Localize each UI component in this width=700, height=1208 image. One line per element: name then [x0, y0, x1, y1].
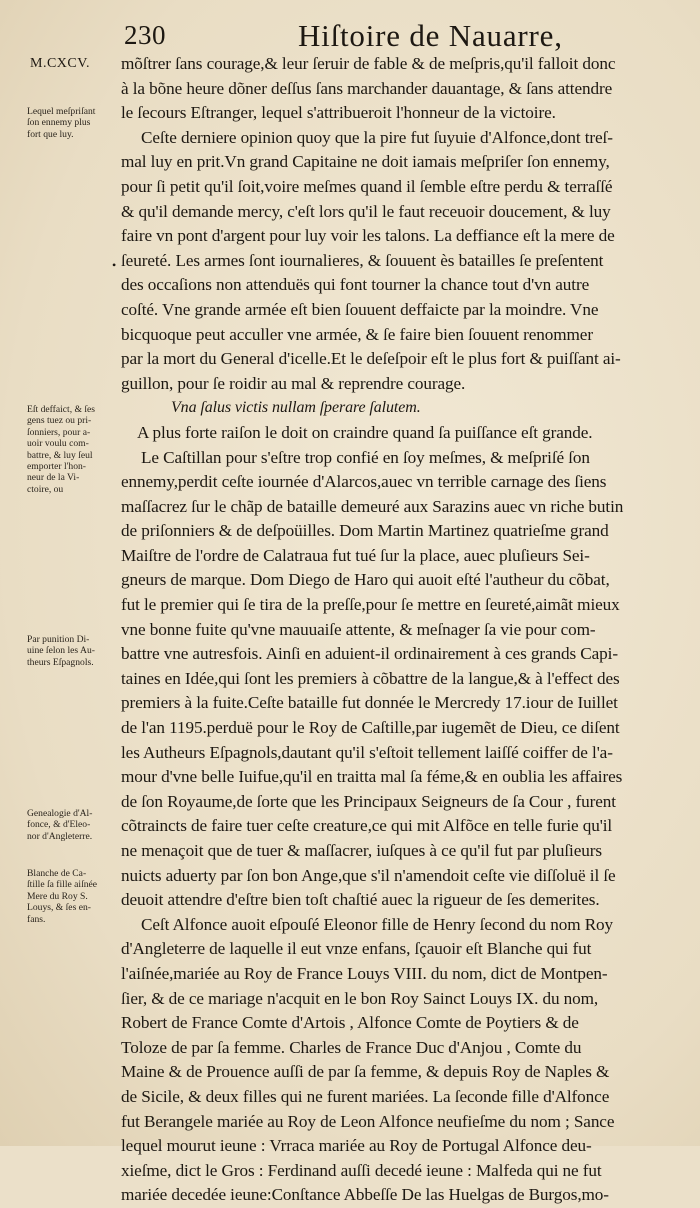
margin-note-2 — [27, 404, 119, 495]
text-line: les Autheurs Eſpagnols,dautant qu'il s'eſtoit tellement laiſſé coiffer de l'a- — [121, 742, 613, 762]
margin-note-5 — [27, 868, 119, 925]
text-line: deuoit attendre d'eſtre bien toſt chaſtié auec la rigueur de ſes demerites. — [121, 890, 600, 910]
margin-note-3 — [27, 634, 119, 668]
margin-note-line: Louys, & ſes en- — [27, 902, 91, 914]
margin-note-4 — [27, 808, 119, 842]
text-line: de Sicile, & deux filles qui ne furent mariées. La ſeconde fille d'Alfonce — [121, 1086, 610, 1106]
text-line: mariée decedée ieune:Conſtance Abbeſſe De las Huelgas de Burgos,mo- — [121, 1185, 609, 1205]
text-line: mal luy en prit.Vn grand Capitaine ne doit iamais meſpriſer ſon ennemy, — [121, 152, 610, 172]
text-line: xieſme, dict le Gros : Ferdinand auſſi decedé ieune : Malfeda qui ne fut — [121, 1160, 602, 1180]
text-line: ſeureté. Les armes ſont iournalieres, & ſouuent ès batailles ſe preſentent — [121, 250, 604, 270]
text-line: mour d'vne belle Iuifue,qu'il en traitta mal ſa féme,& en oublia les affaires — [121, 767, 623, 787]
text-line: bicquoque peut acculler vne armée, & ſe faire bien ſouuent renommer — [121, 324, 593, 344]
text-line: Maiſtre de l'ordre de Calatraua fut tué ſur la place, auec pluſieurs Sei- — [121, 545, 590, 565]
text-line: & qu'il demande mercy, c'eſt lors qu'il le faut receuoir doucement, & luy — [121, 201, 611, 221]
text-line: Toloze de par ſa femme. Charles de France Duc d'Anjou , Comte du — [121, 1037, 582, 1057]
margin-note-line: ctoire, ou — [27, 483, 64, 495]
text-line: l'aiſnée,mariée au Roy de France Louys VIII. du nom, dict de Montpen- — [121, 963, 608, 983]
margin-note-line: Lequel meſpriſant — [27, 106, 96, 117]
marginal-mark-icon: • — [112, 258, 117, 272]
margin-note-line: uine ſelon les Au- — [27, 645, 95, 657]
text-line: Ceſte derniere opinion quoy que la pire fut ſuyuie d'Alfonce,dont treſ- — [141, 127, 613, 147]
margin-note-line: Mere du Roy S. — [27, 890, 88, 902]
margin-note-line: emporter l'hon- — [27, 461, 87, 473]
margin-note-line: fonce, & d'Eleo- — [27, 819, 91, 831]
margin-note-line: ſonniers, pour a- — [27, 426, 91, 438]
text-line: à la bõne heure dõner deſſus ſans marchander dauantage, & ſans attendre — [121, 78, 613, 98]
running-head: Hiſtoire de Nauarre, — [298, 18, 563, 53]
margin-note-line: uoir voulu com- — [27, 438, 89, 450]
year-marginal: M.CXCV. — [30, 56, 91, 71]
text-line: d'Angleterre de laquelle il eut vnze enfans, ſçauoir eſt Blanche qui fut — [121, 939, 592, 959]
margin-note-line: fort que luy. — [27, 128, 74, 140]
text-line: de priſonniers & de deſpoüilles. Dom Martin Martinez quatrieſme grand — [121, 521, 609, 541]
text-line: nuicts aduerty par ſon bon Ange,que s'il n'amendoit ceſte vie diſſoluë il ſe — [121, 865, 616, 885]
margin-note-line: nor d'Angleterre. — [27, 830, 93, 842]
text-line: fut le premier qui ſe tira de la preſſe,pour ſe mettre en ſeureté,aimãt mieux — [121, 595, 620, 615]
text-line: faire vn pont d'argent pour luy voir les talons. La deffiance eſt la mere de — [121, 226, 615, 246]
text-line: premiers à la fuite.Ceſte bataille fut donnée le Mercredy 17.iour de Iuillet — [121, 693, 618, 713]
latin-quote: Vna ſalus victis nullam ſperare ſalutem. — [171, 399, 421, 417]
text-line: lequel mourut ieune : Vrraca mariée au Roy de Portugal Alfonce deu- — [121, 1136, 592, 1156]
text-line: par la mort du General d'icelle.Et le deſeſpoir eſt le plus fort & puiſſant ai- — [121, 349, 621, 369]
text-line: pour ſi petit qu'il ſoit,voire meſmes quand il ſemble eſtre perdu & terraſſé — [121, 176, 613, 196]
text-line: coſté. Vne grande armée eſt bien ſouuent deffaicte par la moindre. Vne — [121, 299, 599, 319]
text-line: Le Caſtillan pour s'eſtre trop confié en ſoy meſmes, & meſpriſé ſon — [141, 447, 590, 467]
text-line: battre vne autresfois. Ainſi en aduient-il ordinairement à ces grands Capi- — [121, 644, 618, 664]
text-line: maſſacrez ſur le chãp de bataille demeuré aux Sarazins auec vn riche butin — [121, 496, 624, 516]
margin-note-line: ſtille ſa fille aiſnée — [27, 879, 98, 891]
margin-note-line: neur de la Vi- — [27, 472, 80, 484]
text-line: Robert de France Comte d'Artois , Alfonce Comte de Poytiers & de — [121, 1013, 579, 1033]
margin-note-1 — [27, 106, 119, 140]
margin-note-line: Eſt deffaict, & ſes — [27, 404, 96, 415]
margin-note-line: fans. — [27, 913, 46, 925]
margin-note-line: Blanche de Ca- — [27, 868, 87, 879]
page-number: 230 — [124, 20, 166, 50]
text-line: des occaſions non attenduës qui font tourner la chance tout d'vn autre — [121, 275, 590, 295]
margin-note-line: battre, & luy ſeul — [27, 449, 93, 461]
text-line: Ceſt Alfonce auoit eſpouſé Eleonor fille de Henry ſecond du nom Roy — [141, 914, 614, 934]
text-line: A plus forte raiſon le doit on craindre quand ſa puiſſance eſt grande. — [137, 422, 593, 442]
margin-note-line: gens tuez ou pri- — [27, 415, 92, 427]
margin-note-line: Par punition Di- — [27, 634, 90, 645]
text-line: guillon, pour ſe roidir au mal & reprendre courage. — [121, 373, 466, 393]
text-line: de l'an 1195.perduë pour le Roy de Caſtille,par iugemẽt de Dieu, ce diſent — [121, 718, 620, 738]
margin-note-line: ſon ennemy plus — [27, 117, 91, 129]
margin-note-line: theurs Eſpagnols. — [27, 656, 94, 668]
text-line: Maine & de Prouence auſſi de par ſa femme, & depuis Roy de Naples & — [121, 1062, 610, 1082]
text-line: de ſon Royaume,de ſorte que les Principaux Seigneurs de ſa Cour , furent — [121, 791, 616, 811]
body-text — [121, 52, 669, 1208]
text-line: cõtraincts de faire tuer ceſte creature,ce qui mit Alfõce en telle furie qu'il — [121, 816, 613, 836]
text-line: ſier, & de ce mariage n'acquit en le bon Roy Sainct Louys IX. du nom, — [121, 988, 599, 1008]
margin-note-line: Genealogie d'Al- — [27, 808, 93, 819]
text-line: vne bonne fuite qu'vne mauuaiſe attente, & meſnager ſa vie pour com- — [121, 619, 596, 639]
text-line: fut Berangele mariée au Roy de Leon Alfonce neufieſme du nom ; Sance — [121, 1111, 615, 1131]
text-line: le ſecours Eſtranger, lequel s'attribueroit l'honneur de la victoire. — [121, 103, 556, 123]
text-line: ennemy,perdit ceſte iournée d'Alarcos,auec vn terrible carnage des ſiens — [121, 472, 607, 492]
text-line: taines en Idée,qui ſont les premiers à cõbattre de la langue,& à l'effect des — [121, 668, 620, 688]
text-line: mõſtrer ſans courage,& leur ſeruir de fable & de meſpris,qu'il falloit donc — [121, 54, 616, 73]
text-line: ne menaçoit que de tuer & maſſacrer, iuſques à ce qu'il fut par pluſieurs — [121, 841, 602, 860]
text-line: gneurs de marque. Dom Diego de Haro qui auoit eſté l'autheur du cõbat, — [121, 570, 610, 590]
page-header — [124, 14, 684, 54]
